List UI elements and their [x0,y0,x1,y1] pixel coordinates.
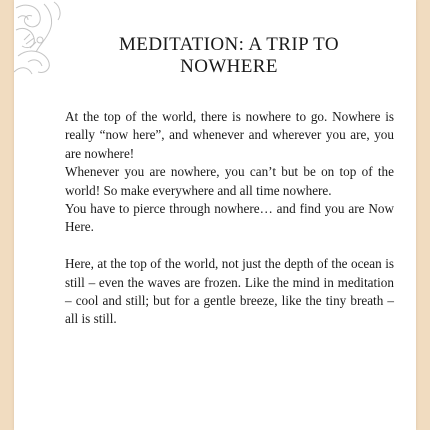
page-title: MEDITATION: A TRIP TO NOWHERE [119,34,339,77]
paragraph: Here, at the top of the world, not just the depth of the ocean is still – even the waves are frozen. Like the mind in meditation – cool and still; but for a gentle breeze, like the tiny breath – all is still. [65,256,394,327]
body-text [65,108,394,329]
document-page [14,0,416,430]
paragraph: At the top of the world, there is nowhere to go. Nowhere is really “now here”, and whenever and wherever you are, you are nowhere! [65,109,394,161]
paragraph-gap [65,237,394,255]
paragraph: Whenever you are nowhere, you can’t but be on top of the world! So make everywhere and all time nowhere. [65,164,394,198]
paragraph: You have to pierce through nowhere… and find you are Now Here. [65,201,394,235]
